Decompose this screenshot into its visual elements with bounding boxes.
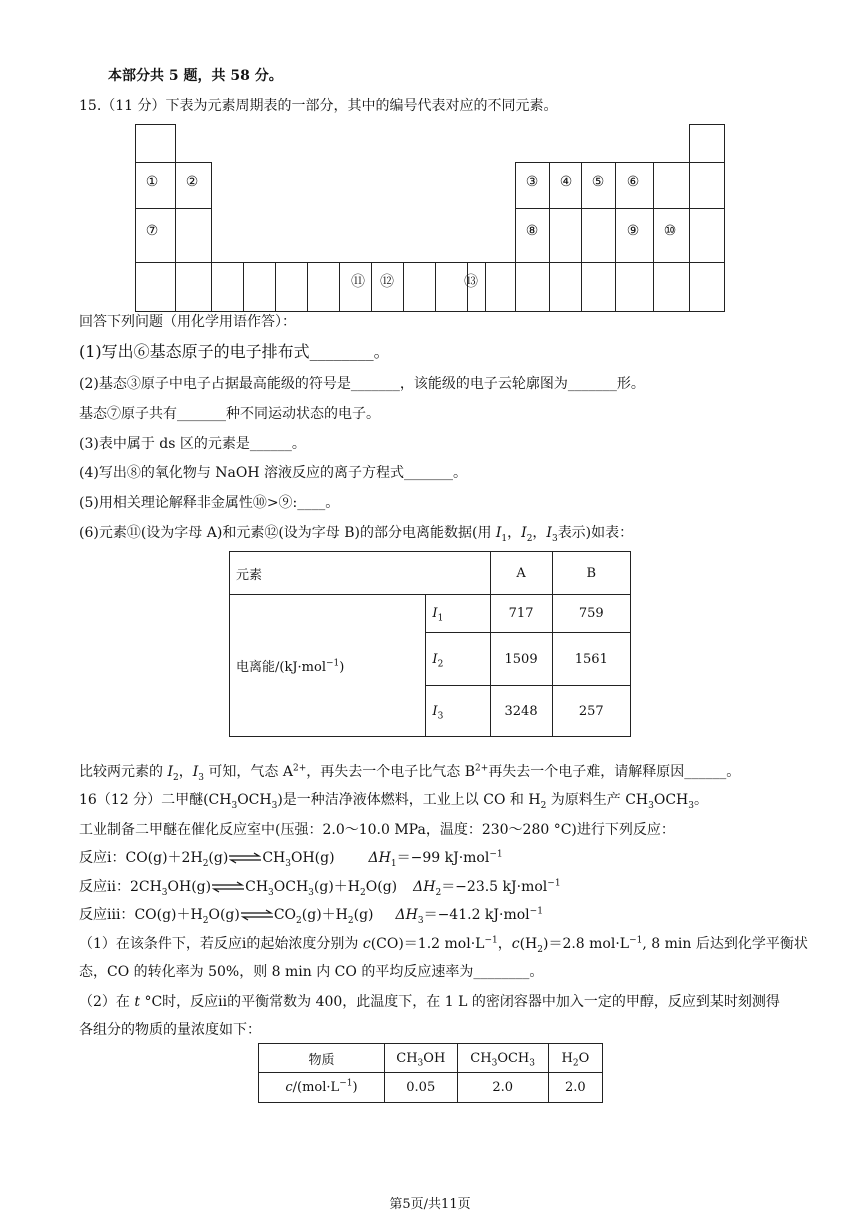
q15-part3: (3)表中属于 ds 区的元素是______。 [79,436,306,452]
pt-cell [135,262,176,312]
header-water: $H_2O$ [548,1044,602,1073]
element-11: ⑪ [351,274,365,290]
header-a: A [490,552,552,595]
answer-intro: 回答下列问题（用化学用语作答）： [79,314,296,330]
q16-part1-line2: 态，CO 的转化率为 50%，则 8 min 内 CO 的平均反应速率为________。 [79,964,544,980]
element-13: ⑬ [464,274,478,290]
value-b-i2: 1561 [552,633,630,686]
pt-cell [689,162,725,209]
element-9: ⑨ [626,223,640,239]
value-a-i2: 1509 [490,633,552,686]
value-a-i3: 3248 [490,686,552,737]
header-element: 元素 [230,552,491,595]
concentration-table [258,1043,603,1103]
row-label-ionization: 电离能/(kJ·mol$^{-1}$) [230,595,426,737]
pt-cell [581,208,616,263]
equilibrium-arrow-icon [228,852,262,864]
q15-part4: (4)写出⑧的氧化物与 NaOH 溶液反应的离子方程式_______。 [79,465,468,481]
pt-cell [689,124,725,163]
page-footer: 第5页/共11页 [389,1197,471,1212]
pt-cell [175,208,212,263]
value-methanol: 0.05 [384,1073,457,1103]
q15-part2b: 基态⑦原子共有_______种不同运动状态的电子。 [79,406,380,422]
reaction-i: 反应i：$CO(g)+2H_2(g)$ $CH_3OH(g)$ $\Delta H_1=-99$ kJ·mol$^{-1}$ [79,849,503,869]
pt-cell [135,124,176,163]
value-water: 2.0 [548,1073,602,1103]
q16-part1: （1）在该条件下，若反应i的起始浓度分别为 c(CO)＝1.2 $mol\cdot L^{-1}$，$c(H_2)=2.8$ $mol\cdot L^{-1}$, 8 min 后达到化学平衡状 [79,935,808,955]
q15-part5: (5)用相关理论解释非金属性⑩>⑨:____。 [79,495,340,511]
pt-cell [403,262,436,312]
pt-cell [211,262,244,312]
pt-cell [689,262,725,312]
header-b: B [552,552,630,595]
section-header: 本部分共 5 题，共 58 分。 [108,68,283,84]
q15-compare: 比较两元素的 $I_2$，$I_3$ 可知，气态 $A^{2+}$，再失去一个电子比气态 $B^{2+}$再失去一个电子难，请解释原因______。 [79,763,741,783]
pt-cell [581,262,616,312]
pt-cell [275,262,308,312]
element-8: ⑧ [525,223,539,239]
header-methanol: $CH_3OH$ [384,1044,457,1073]
q16-part2-line2: 各组分的物质的量浓度如下： [79,1022,261,1038]
q16-title: 16（12 分）二甲醚$(CH_3OCH_3)$是一种洁净液体燃料，工业上以 CO 和 $H_2$ 为原料生产 $CH_3OCH_3$。 [79,792,708,811]
q15-part1: (1)写出⑥基态原子的电子排布式________。 [79,342,390,361]
row-label-concentration: $c/(mol\cdot L^{-1})$ [259,1073,385,1103]
element-2: ② [185,174,199,190]
pt-cell [689,208,725,263]
pt-cell [653,162,690,209]
label-i2: $I_2$ [426,633,490,686]
q15-part6: (6)元素⑪(设为字母 A)和元素⑫(设为字母 B)的部分电离能数据(用 $I_1$，$I_2$，$I_3$表示)如表： [79,525,634,544]
pt-cell [549,208,582,263]
q16-part2: （2）在 t °C时，反应ii的平衡常数为 400，此温度下，在 1 L 的密闭容器中加入一定的甲醇，反应到某时刻测得 [79,994,780,1010]
pt-cell [175,262,212,312]
q16-conditions: 工业制备二甲醚在催化反应室中(压强：2.0～10.0 MPa，温度：230～280 °C)进行下列反应： [79,822,675,838]
element-7: ⑦ [145,223,159,239]
reaction-iii: 反应iii：$CO(g)+H_2O(g)$ $CO_2(g)+H_2(g)$ $\Delta H_3=-41.2$ kJ·mol$^{-1}$ [79,906,543,926]
q15-intro: 15.（11 分）下表为元素周期表的一部分，其中的编号代表对应的不同元素。 [79,98,558,114]
pt-cell [615,262,654,312]
reaction-ii: 反应ii：$2CH_3OH(g)$ $CH_3OCH_3(g)+H_2O(g)$ $\Delta H_2=-23.5$ kJ·mol$^{-1}$ [79,878,561,898]
periodic-table-fragment [135,124,725,312]
value-dimethyl-ether: 2.0 [457,1073,548,1103]
equilibrium-arrow-icon [211,881,245,893]
equilibrium-arrow-icon [240,909,274,921]
element-3: ③ [525,174,539,190]
element-5: ⑤ [591,174,605,190]
header-dimethyl-ether: $CH_3OCH_3$ [457,1044,548,1073]
pt-cell [549,262,582,312]
label-i3: $I_3$ [426,686,490,737]
pt-cell [307,262,340,312]
header-substance: 物质 [259,1044,385,1073]
element-1: ① [145,174,159,190]
element-6: ⑥ [626,174,640,190]
label-i1: $I_1$ [426,595,490,633]
pt-cell [653,262,690,312]
element-12: ⑫ [380,274,394,290]
pt-cell [515,262,550,312]
pt-cell [243,262,276,312]
element-10: ⑩ [663,223,677,239]
element-4: ④ [559,174,573,190]
ionization-energy-table [229,551,631,737]
value-a-i1: 717 [490,595,552,633]
value-b-i1: 759 [552,595,630,633]
q15-part2: (2)基态③原子中电子占据最高能级的符号是_______，该能级的电子云轮廓图为_______形。 [79,376,645,392]
pt-cell [485,262,516,312]
value-b-i3: 257 [552,686,630,737]
